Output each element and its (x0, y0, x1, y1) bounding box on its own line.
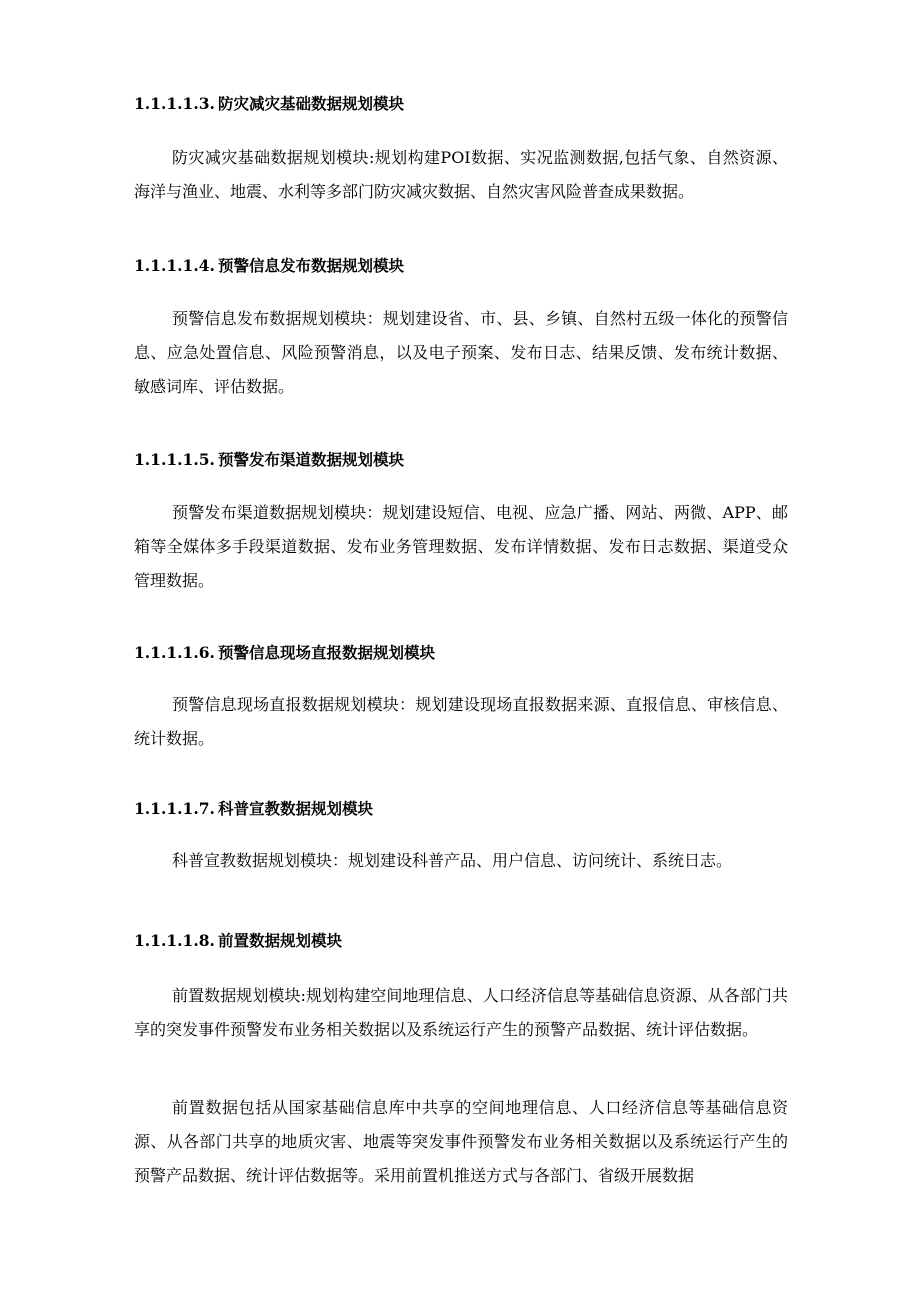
section-heading (134, 641, 794, 665)
section-heading (134, 92, 794, 116)
section-title: 预警信息发布数据规划模块 (218, 256, 405, 275)
section-heading (134, 929, 794, 953)
section-number: 1.1.1.1.4. (134, 256, 215, 275)
section-number: 1.1.1.1.7. (134, 799, 215, 818)
paragraph: 预警发布渠道数据规划模块：规划建设短信、电视、应急广播、网站、两微、APP、邮箱等全媒体多手段渠道数据、发布业务管理数据、发布详情数据、发布日志数据、渠道受众管理数据。 (134, 503, 788, 590)
section-title: 前置数据规划模块 (218, 931, 343, 950)
section-title: 科普宣教数据规划模块 (218, 799, 374, 818)
section-title: 预警信息现场直报数据规划模块 (218, 643, 436, 662)
paragraph: 预警信息发布数据规划模块：规划建设省、市、县、乡镇、自然村五级一体化的预警信息、应急处置信息、风险预警消息，以及电子预案、发布日志、结果反馈、发布统计数据、敏感词库、评估数据。 (134, 309, 788, 396)
paragraph: 前置数据规划模块:规划构建空间地理信息、人口经济信息等基础信息资源、从各部门共享的突发事件预警发布业务相关数据以及系统运行产生的预警产品数据、统计评估数据。 (134, 986, 788, 1039)
section-number: 1.1.1.1.6. (134, 643, 215, 662)
section-heading (134, 254, 794, 278)
section-title: 防灾减灾基础数据规划模块 (218, 94, 405, 113)
section-heading (134, 797, 794, 821)
paragraph: 防灾减灾基础数据规划模块:规划构建POI数据、实况监测数据,包括气象、自然资源、海洋与渔业、地震、水利等多部门防灾减灾数据、自然灾害风险普查成果数据。 (134, 148, 788, 201)
section-number: 1.1.1.1.5. (134, 450, 215, 469)
paragraph: 前置数据包括从国家基础信息库中共享的空间地理信息、人口经济信息等基础信息资源、从各部门共享的地质灾害、地震等突发事件预警发布业务相关数据以及系统运行产生的预警产品数据、统计评估数据等。采用前置机推送方式与各部门、省级开展数据 (134, 1098, 788, 1185)
paragraph: 预警信息现场直报数据规划模块：规划建设现场直报数据来源、直报信息、审核信息、统计数据。 (134, 695, 788, 748)
section-number: 1.1.1.1.3. (134, 94, 215, 113)
paragraph: 科普宣教数据规划模块：规划建设科普产品、用户信息、访问统计、系统日志。 (172, 851, 733, 870)
section-heading (134, 448, 794, 472)
section-title: 预警发布渠道数据规划模块 (218, 450, 405, 469)
section-number: 1.1.1.1.8. (134, 931, 215, 950)
